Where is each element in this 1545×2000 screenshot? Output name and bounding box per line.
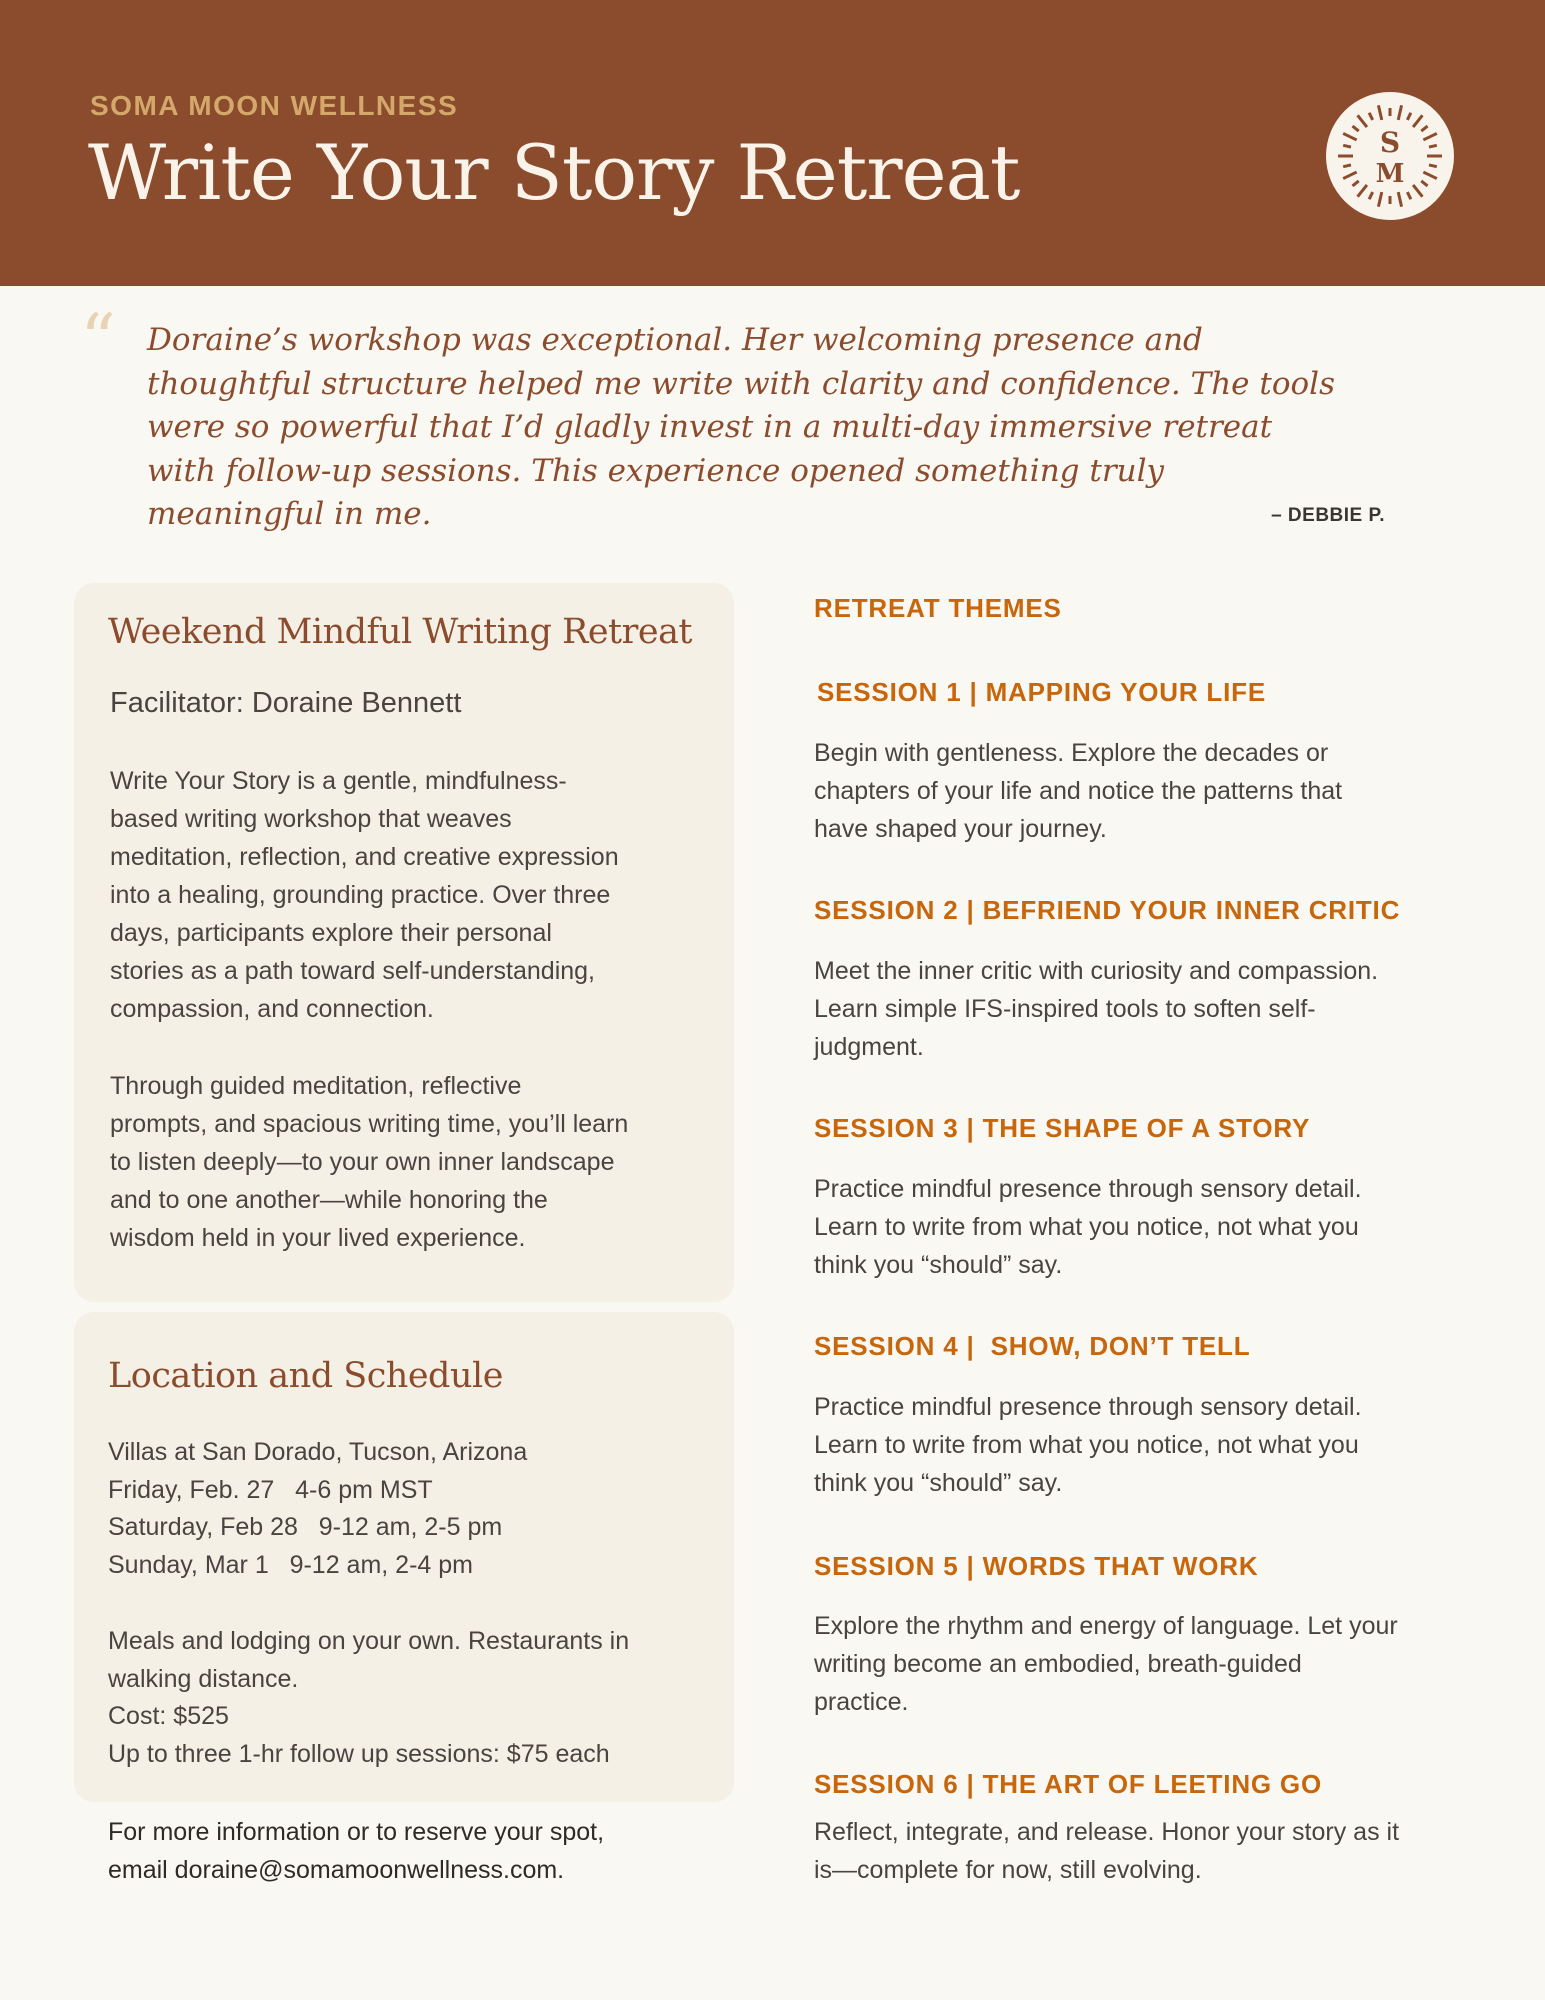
text-line: into a healing, grounding practice. Over three — [110, 881, 611, 909]
text-line: and to one another—while honoring the — [110, 1186, 548, 1214]
session-heading: SESSION 6 | THE ART OF LEETING GO — [814, 1769, 1322, 1799]
text-line: think you “should” say. — [814, 1469, 1063, 1497]
text-line: judgment. — [814, 1033, 924, 1061]
session-heading: SESSION 1 | MAPPING YOUR LIFE — [817, 677, 1266, 707]
text-line: Write Your Story is a gentle, mindfulness- — [110, 767, 567, 795]
page-title: Write Your Story Retreat — [88, 128, 1020, 217]
text-line: compassion, and connection. — [110, 995, 434, 1023]
testimonial-quote — [147, 319, 1335, 537]
location-title: Location and Schedule — [108, 1356, 503, 1396]
contact-info — [108, 1813, 604, 1889]
text-line: Meals and lodging on your own. Restaurants in — [108, 1627, 630, 1655]
session-description — [814, 1388, 1362, 1502]
session-description — [814, 1607, 1398, 1721]
text-line: Explore the rhythm and energy of language. Let your — [814, 1612, 1398, 1640]
text-line: based writing workshop that weaves — [110, 805, 512, 833]
text-line: writing become an embodied, breath-guided — [814, 1650, 1302, 1678]
text-line: practice. — [814, 1688, 909, 1716]
session-heading: SESSION 5 | WORDS THAT WORK — [814, 1551, 1259, 1581]
quote-line: Doraine’s workshop was exceptional. Her welcoming presence and — [147, 322, 1203, 358]
text-line: chapters of your life and notice the patterns that — [814, 777, 1343, 805]
session-description — [814, 952, 1378, 1066]
text-line: to listen deeply—to your own inner landscape — [110, 1148, 615, 1176]
quote-line: were so powerful that I’d gladly invest in a multi-day immersive retreat — [147, 409, 1273, 445]
facilitator: Facilitator: Doraine Bennett — [110, 687, 462, 719]
svg-text:M: M — [1375, 159, 1405, 189]
text-line: Learn to write from what you notice, not what you — [814, 1431, 1359, 1459]
quote-line: meaningful in me. — [147, 496, 432, 532]
session-heading: SESSION 2 | BEFRIEND YOUR INNER CRITIC — [814, 895, 1401, 925]
retreat-title: Weekend Mindful Writing Retreat — [108, 612, 692, 652]
schedule-line: Saturday, Feb 28 9-12 am, 2-5 pm — [108, 1513, 503, 1541]
text-line: Begin with gentleness. Explore the decades or — [814, 739, 1329, 767]
schedule-line: Friday, Feb. 27 4-6 pm MST — [108, 1475, 433, 1504]
text-line: days, participants explore their personal — [110, 919, 552, 947]
quote-mark-icon: “ — [80, 299, 116, 381]
text-line: Reflect, integrate, and release. Honor your story as it — [814, 1818, 1400, 1846]
logo-ray — [1429, 145, 1437, 147]
schedule-line: Sunday, Mar 1 9-12 am, 2-4 pm — [108, 1550, 473, 1579]
text-line: stories as a path toward self-understanding, — [110, 957, 595, 985]
text-line: walking distance. — [108, 1664, 299, 1693]
retreat-description-1 — [110, 762, 619, 1028]
text-line: have shaped your journey. — [814, 815, 1107, 843]
text-line: Learn simple IFS-inspired tools to soften self- — [814, 995, 1316, 1023]
session-heading: SESSION 3 | THE SHAPE OF A STORY — [814, 1113, 1311, 1143]
text-line: Through guided meditation, reflective — [110, 1072, 522, 1100]
logo-ray — [1343, 145, 1351, 147]
schedule — [108, 1434, 527, 1584]
quote-line: thoughtful structure helped me write with clarity and confidence. The tools — [147, 365, 1335, 402]
logo-ray — [1343, 165, 1351, 167]
quote-author: – DEBBIE P. — [1271, 505, 1385, 526]
text-line: meditation, reflection, and creative expression — [110, 843, 619, 871]
text-line: Practice mindful presence through sensory detail. — [814, 1393, 1362, 1421]
quote-line: with follow-up sessions. This experience opened something truly — [147, 452, 1165, 489]
text-line: prompts, and spacious writing time, you’ll learn — [110, 1110, 629, 1138]
session-heading: SESSION 4 | SHOW, DON’T TELL — [814, 1331, 1251, 1361]
text-line: Practice mindful presence through sensory detail. — [814, 1175, 1362, 1203]
text-line: Meet the inner critic with curiosity and compassion. — [814, 957, 1379, 985]
schedule-line: Villas at San Dorado, Tucson, Arizona — [108, 1438, 528, 1466]
session-description — [814, 1170, 1362, 1284]
soma-moon-logo-icon — [1326, 92, 1454, 220]
logistics — [108, 1623, 629, 1773]
svg-text:S: S — [1379, 126, 1401, 159]
text-line: For more information or to reserve your spot, — [108, 1818, 605, 1846]
follow-up-cost: Up to three 1-hr follow up sessions: $75 each — [108, 1739, 610, 1768]
retreat-description-2 — [110, 1067, 628, 1257]
session-description — [814, 734, 1342, 848]
text-line: Learn to write from what you notice, not what you — [814, 1213, 1359, 1241]
brand-name: SOMA MOON WELLNESS — [90, 90, 459, 121]
contact-email[interactable]: email doraine@somamoonwellness.com. — [108, 1856, 565, 1884]
themes-heading: RETREAT THEMES — [814, 593, 1062, 623]
cost: Cost: $525 — [108, 1702, 229, 1730]
text-line: think you “should” say. — [814, 1251, 1063, 1279]
text-line: wisdom held in your lived experience. — [110, 1224, 526, 1252]
text-line: is—complete for now, still evolving. — [814, 1856, 1202, 1884]
logo-ray — [1429, 165, 1437, 167]
session-description — [814, 1813, 1399, 1889]
